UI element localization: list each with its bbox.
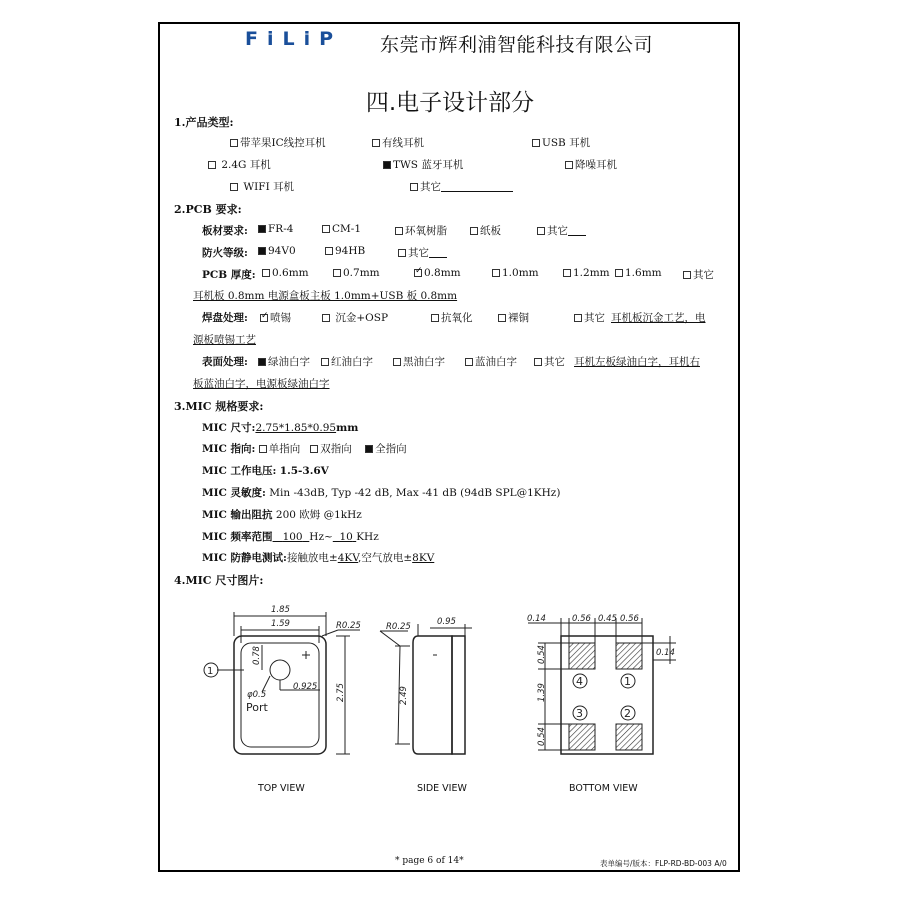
pad-1 xyxy=(616,643,642,669)
pad-other[interactable]: 其它 xyxy=(574,310,605,325)
material-fr4[interactable]: FR-4 xyxy=(258,223,293,235)
callout-number: 1 xyxy=(207,666,214,677)
thickness-other[interactable]: 其它 xyxy=(683,267,714,282)
section-1-heading: 1.产品类型: xyxy=(174,116,234,129)
dim-top-hole-dia: φ0.5 xyxy=(247,690,267,700)
company-logo: FiLiP xyxy=(245,28,343,50)
thickness-1-6[interactable]: 1.6mm xyxy=(615,267,662,279)
thickness-0-6[interactable]: 0.6mm xyxy=(262,267,309,279)
mic-direction-row: MIC 指向: 单指向 双指向 全指向 xyxy=(202,443,407,455)
mic-esd-row: MIC 防静电测试:接触放电±4KV,空气放电±8KV xyxy=(202,552,435,564)
option-tws[interactable]: TWS 蓝牙耳机 xyxy=(383,157,463,172)
port-label: Port xyxy=(246,701,268,714)
thickness-0-8[interactable]: ✓ 0.8mm xyxy=(414,267,461,279)
dim-bottom-pad-w: 0.56 xyxy=(572,614,591,624)
surface-note-2: 板蓝油白字，电源板绿油白字 xyxy=(193,378,330,390)
mic-voltage-row: MIC 工作电压: 1.5-3.6V xyxy=(202,465,329,477)
dim-bottom-v2: 1.39 xyxy=(537,683,547,702)
pad-enig-osp[interactable]: 沉金+OSP xyxy=(322,310,388,325)
mic-impedance-row: MIC 输出阻抗 200 欧姆 @1kHz xyxy=(202,509,362,521)
material-epoxy[interactable]: 环氧树脂 xyxy=(395,223,447,238)
dim-side-height: 2.49 xyxy=(399,686,409,705)
fire-label: 防火等级: xyxy=(202,247,248,259)
dim-top-outer-width: 1.85 xyxy=(271,605,290,615)
option-other[interactable]: 其它 xyxy=(410,179,513,194)
pad-label-2: 2 xyxy=(624,707,631,720)
form-number: 表单编号/版本：FLP-RD-BD-003 A/0 xyxy=(600,859,727,868)
pad-4 xyxy=(569,643,595,669)
material-cm1[interactable]: CM-1 xyxy=(322,223,361,235)
pad-3 xyxy=(569,724,595,750)
pad-note-2: 源板喷锡工艺 xyxy=(193,334,256,346)
pad-hasl[interactable]: ✓ 喷锡 xyxy=(260,310,291,325)
option-apple-ic[interactable]: 带苹果IC线控耳机 xyxy=(230,135,326,150)
section-2-heading: 2.PCB 要求: xyxy=(174,203,242,216)
dim-top-height: 2.75 xyxy=(336,683,346,702)
material-other[interactable]: 其它 xyxy=(537,223,586,238)
dim-top-hole-offset: 0.78 xyxy=(252,646,262,665)
material-paper[interactable]: 纸板 xyxy=(470,223,501,238)
pad-bare[interactable]: 裸铜 xyxy=(498,310,529,325)
dim-bottom-side: 0.14 xyxy=(656,648,675,658)
port-hole xyxy=(270,660,290,680)
section-3-heading: 3.MIC 规格要求: xyxy=(174,400,264,413)
pad-2 xyxy=(616,724,642,750)
side-view-base xyxy=(452,636,465,754)
fire-94hb[interactable]: 94HB xyxy=(325,245,365,257)
dir-uni[interactable]: 单指向 xyxy=(259,443,301,455)
dim-bottom-gap: 0.45 xyxy=(598,614,617,624)
top-view-label: TOP VIEW xyxy=(258,783,305,794)
option-2-4g[interactable]: 2.4G 耳机 xyxy=(208,157,271,172)
dim-bottom-v3: 0.54 xyxy=(537,727,547,746)
surface-black-white[interactable]: 黑油白字 xyxy=(393,354,445,369)
side-view-label: SIDE VIEW xyxy=(417,783,467,794)
option-usb[interactable]: USB 耳机 xyxy=(532,135,590,150)
option-wired[interactable]: 有线耳机 xyxy=(372,135,424,150)
pad-label-1: 1 xyxy=(624,675,631,688)
surface-label: 表面处理: xyxy=(202,356,248,368)
pad-note-1: 耳机板沉金工艺，电 xyxy=(611,312,706,324)
mic-frequency-row: MIC 频率范围 100 Hz~ 10 KHz xyxy=(202,531,379,543)
pad-label-4: 4 xyxy=(576,675,583,688)
thickness-1-2[interactable]: 1.2mm xyxy=(563,267,610,279)
side-view-body xyxy=(413,636,452,754)
option-wifi[interactable]: WIFI 耳机 xyxy=(230,179,294,194)
dir-bi[interactable]: 双指向 xyxy=(310,443,352,455)
thickness-label: PCB 厚度: xyxy=(202,269,256,281)
mic-sensitivity-row: MIC 灵敏度: Min -43dB, Typ -42 dB, Max -41 dB (94dB SPL@1KHz) xyxy=(202,487,561,499)
dim-top-hole-x: 0.925 xyxy=(293,682,318,692)
dim-bottom-edge: 0.14 xyxy=(527,614,546,624)
pad-label-3: 3 xyxy=(576,707,583,720)
dim-top-radius: R0.25 xyxy=(336,621,361,631)
surface-blue-white[interactable]: 蓝油白字 xyxy=(465,354,517,369)
material-label: 板材要求: xyxy=(202,225,248,237)
dim-side-radius: R0.25 xyxy=(386,622,411,632)
dir-omni[interactable]: 全指向 xyxy=(365,443,407,455)
pad-anti-ox[interactable]: 抗氧化 xyxy=(431,310,473,325)
dim-top-inner-width: 1.59 xyxy=(271,619,290,629)
company-name: 东莞市辉利浦智能科技有限公司 xyxy=(380,34,654,56)
page-number: * page 6 of 14* xyxy=(395,856,464,866)
mic-size-row: MIC 尺寸:2.75*1.85*0.95mm xyxy=(202,422,359,434)
thickness-note: 耳机板 0.8mm 电源盒板主板 1.0mm+USB 板 0.8mm xyxy=(193,290,458,302)
surface-note-1: 耳机左板绿油白字，耳机右 xyxy=(574,356,700,368)
dim-side-thickness: 0.95 xyxy=(437,617,456,627)
surface-red-white[interactable]: 红油白字 xyxy=(321,354,373,369)
fire-other[interactable]: 其它 xyxy=(398,245,447,260)
section-4-heading: 4.MIC 尺寸图片: xyxy=(174,574,264,587)
thickness-0-7[interactable]: 0.7mm xyxy=(333,267,380,279)
dim-bottom-pad-w2: 0.56 xyxy=(620,614,639,624)
fire-94v0[interactable]: 94V0 xyxy=(258,245,296,257)
pad-label: 焊盘处理: xyxy=(202,312,248,324)
page-title: 四.电子设计部分 xyxy=(365,90,535,116)
surface-other[interactable]: 其它 xyxy=(534,354,565,369)
option-anc[interactable]: 降噪耳机 xyxy=(565,157,617,172)
bottom-view-label: BOTTOM VIEW xyxy=(569,783,638,794)
dim-bottom-v1: 0.54 xyxy=(537,645,547,664)
thickness-1-0[interactable]: 1.0mm xyxy=(492,267,539,279)
surface-green-white[interactable]: 绿油白字 xyxy=(258,354,310,369)
